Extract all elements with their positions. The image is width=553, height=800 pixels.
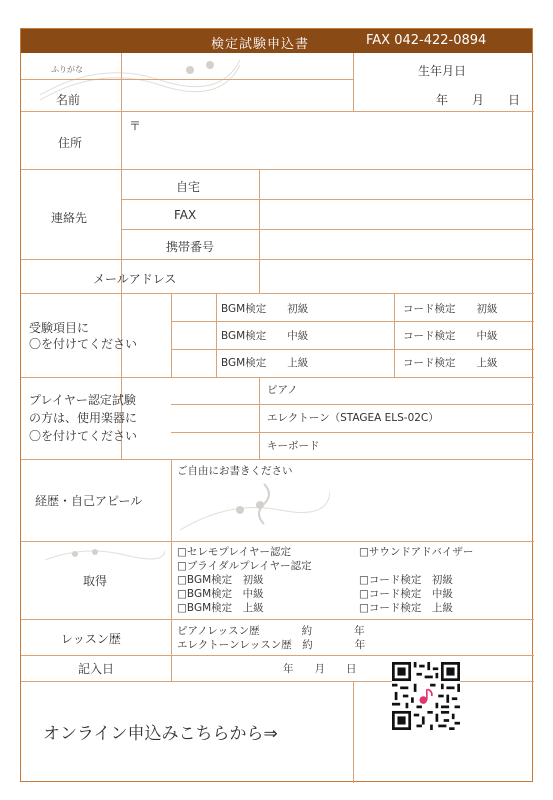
- col-divider: [216, 293, 217, 377]
- form-title: 検定試験申込書: [211, 37, 310, 52]
- online-application-link[interactable]: オンライン申込みこちらから⇒: [43, 724, 278, 744]
- acquired-bgm-advanced: □BGM検定 上級: [177, 602, 264, 614]
- row-divider: [21, 79, 353, 80]
- fax-label: FAX: [174, 208, 197, 222]
- form-header: [21, 29, 532, 53]
- player-cert-label-3: 〇を付けてください: [29, 429, 138, 443]
- career-label: 経歴・自己アピール: [35, 494, 143, 508]
- exam-option-chord-beginner: コード検定 初級: [403, 303, 498, 315]
- acquired-bgm-beginner: □BGM検定 初級: [177, 574, 264, 586]
- row-divider: [21, 259, 534, 260]
- address-label: 住所: [58, 136, 83, 150]
- player-cert-label-1: プレイヤー認定試験: [29, 393, 136, 407]
- acquired-ceremony-player: □セレモプレイヤー認定: [177, 546, 291, 558]
- career-placeholder: ご自由にお書きください: [177, 465, 293, 477]
- entry-date-label: 記入日: [78, 662, 115, 676]
- exam-items-label-1: 受験項目に: [29, 321, 90, 335]
- acquired-chord-advanced: □コード検定 上級: [359, 602, 453, 614]
- acquired-bgm-intermediate: □BGM検定 中級: [177, 588, 264, 600]
- acquired-sound-advisor: □サウンドアドバイザー: [359, 546, 474, 558]
- birth-format: 年 月 日: [436, 93, 521, 107]
- col-divider: [353, 681, 354, 783]
- row-divider: [21, 459, 534, 460]
- col-divider: [171, 293, 172, 377]
- col-divider: [353, 53, 354, 111]
- row-divider: [171, 321, 534, 322]
- player-cert-label-2: の方は、使用楽器に: [29, 411, 138, 425]
- email-label: メールアドレス: [93, 272, 177, 286]
- acquired-chord-intermediate: □コード検定 中級: [359, 588, 453, 600]
- entry-date-format: 年 月 日: [283, 663, 357, 675]
- contact-label: 連絡先: [51, 211, 88, 225]
- lesson-piano: ピアノレッスン歴 約 年: [177, 625, 365, 637]
- exam-option-bgm-advanced: BGM検定 上級: [221, 357, 309, 369]
- exam-option-chord-intermediate: コード検定 中級: [403, 330, 498, 342]
- row-divider: [21, 619, 534, 620]
- row-divider: [171, 432, 534, 433]
- acquired-label: 取得: [83, 574, 108, 588]
- instrument-keyboard: キーボード: [267, 440, 320, 452]
- exam-option-bgm-beginner: BGM検定 初級: [221, 303, 309, 315]
- exam-option-bgm-intermediate: BGM検定 中級: [221, 330, 309, 342]
- col-divider: [394, 293, 395, 377]
- row-divider: [21, 541, 534, 542]
- instrument-piano: ピアノ: [267, 384, 298, 396]
- name-label: 名前: [56, 93, 81, 107]
- qr-code[interactable]: [392, 662, 460, 730]
- row-divider: [21, 111, 534, 112]
- col-divider: [259, 169, 260, 293]
- col-divider: [171, 459, 172, 681]
- lesson-label: レッスン歴: [61, 632, 121, 646]
- home-label: 自宅: [176, 180, 201, 194]
- row-divider: [21, 169, 534, 170]
- fax-number: FAX 042-422-0894: [366, 33, 487, 48]
- col-divider: [259, 377, 260, 459]
- row-divider: [21, 377, 534, 378]
- row-divider: [171, 404, 534, 405]
- mobile-label: 携帯番号: [166, 240, 215, 254]
- birth-label: 生年月日: [418, 64, 467, 78]
- exam-option-chord-advanced: コード検定 上級: [403, 357, 498, 369]
- row-divider: [171, 349, 534, 350]
- music-note-logo-icon: [416, 686, 435, 705]
- row-divider: [121, 229, 534, 230]
- row-divider: [21, 655, 534, 656]
- exam-items-label-2: 〇を付けてください: [29, 337, 138, 351]
- lesson-electone: エレクトーンレッスン歴 約 年: [177, 639, 366, 651]
- acquired-bridal-player: □ブライダルプレイヤー認定: [177, 560, 312, 572]
- row-divider: [21, 293, 534, 294]
- postal-mark: 〒: [129, 119, 142, 133]
- furigana-label: ふりがな: [51, 65, 83, 74]
- row-divider: [121, 199, 534, 200]
- acquired-chord-beginner: □コード検定 初級: [359, 574, 453, 586]
- instrument-electone: エレクトーン（STAGEA ELS-02C）: [267, 412, 439, 424]
